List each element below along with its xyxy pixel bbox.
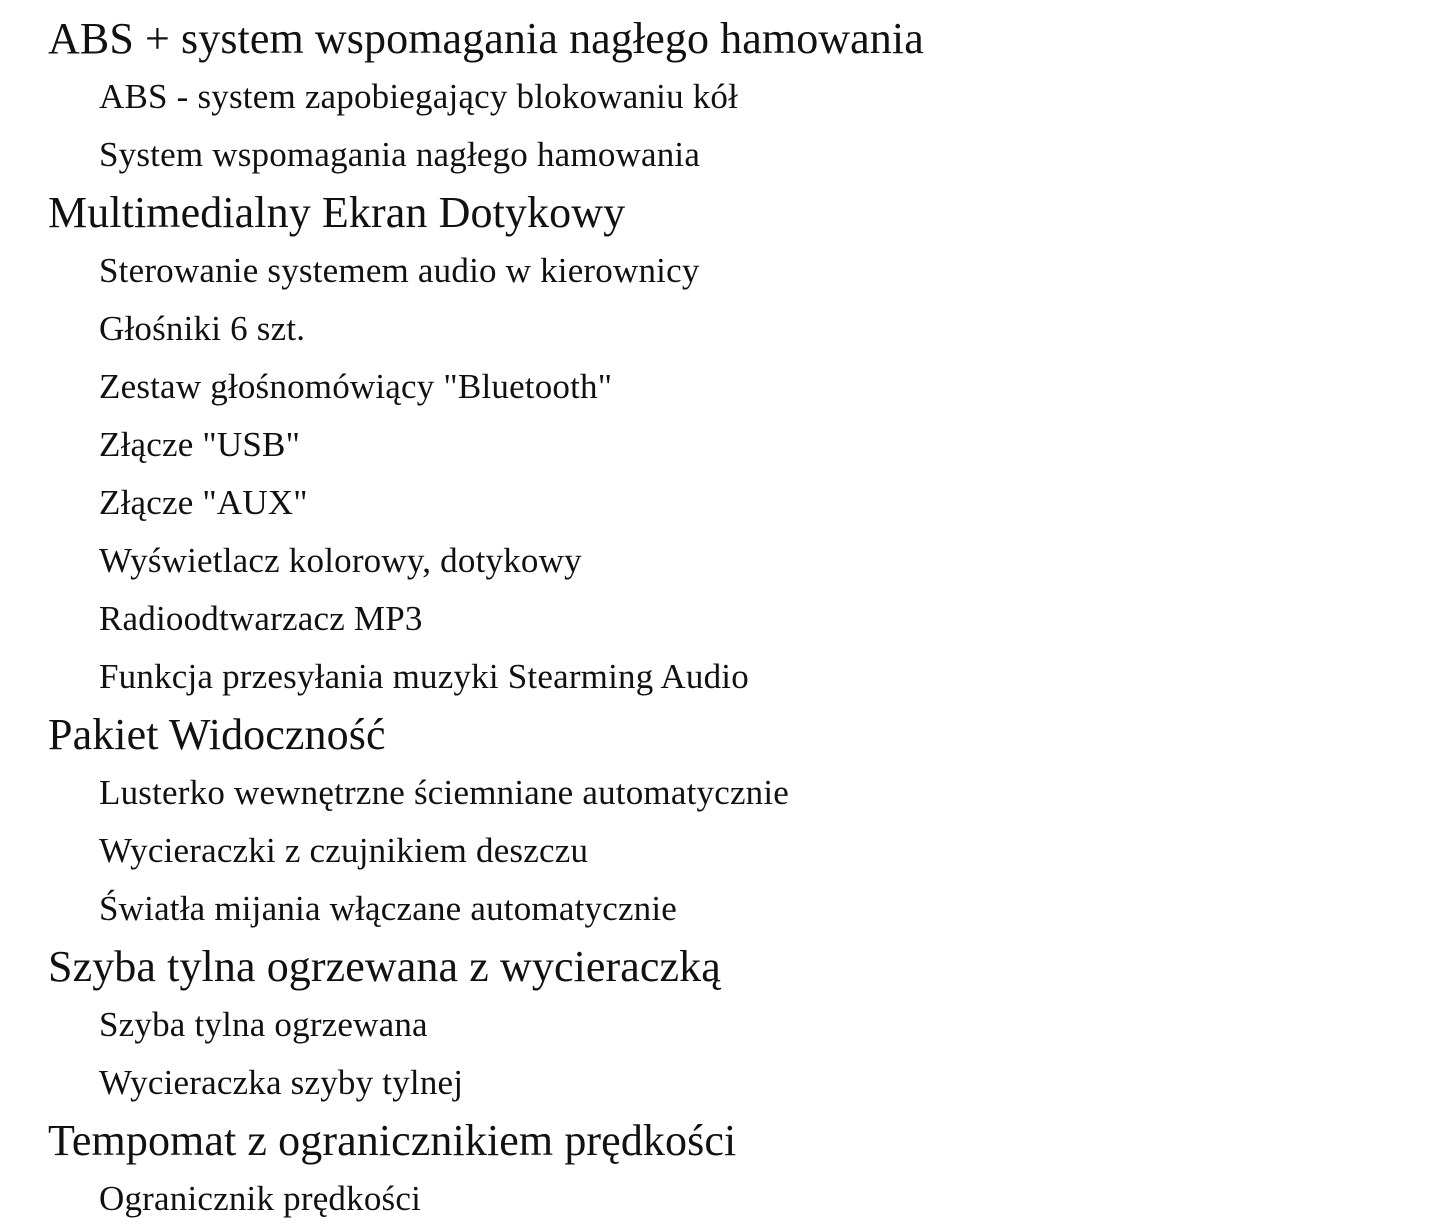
group-items (48, 242, 1248, 706)
feature-group (48, 938, 1248, 1112)
list-item: Złącze "AUX" (99, 483, 308, 522)
feature-group (48, 706, 1248, 938)
list-item: Lusterko wewnętrzne ściemniane automatycznie (99, 773, 790, 812)
group-items (48, 996, 1248, 1112)
list-item: Światła mijania włączane automatycznie (99, 889, 678, 928)
group-heading: Multimedialny Ekran Dotykowy (48, 188, 626, 237)
list-item: ABS - system zapobiegający blokowaniu kół (99, 77, 739, 116)
list-item: Ogranicznik prędkości (99, 1179, 422, 1218)
feature-group (48, 1112, 1248, 1228)
list-item: Wycieraczki z czujnikiem deszczu (99, 831, 589, 870)
list-item: Radioodtwarzacz MP3 (99, 599, 423, 638)
list-item: Sterowanie systemem audio w kierownicy (99, 251, 700, 290)
list-item: Funkcja przesyłania muzyki Stearming Audio (99, 657, 749, 696)
group-heading: ABS + system wspomagania nagłego hamowania (48, 14, 924, 63)
list-item: System wspomagania nagłego hamowania (99, 135, 701, 174)
group-heading: Tempomat z ogranicznikiem prędkości (48, 1116, 737, 1165)
group-items (48, 68, 1248, 184)
list-item: Głośniki 6 szt. (99, 309, 306, 348)
list-item: Zestaw głośnomówiący "Bluetooth" (99, 367, 613, 406)
list-item: Wyświetlacz kolorowy, dotykowy (99, 541, 582, 580)
group-heading: Szyba tylna ogrzewana z wycieraczką (48, 942, 721, 991)
list-item: Wycieraczka szyby tylnej (99, 1063, 464, 1102)
equipment-list (48, 10, 1248, 1228)
list-item: Złącze "USB" (99, 425, 301, 464)
group-items (48, 764, 1248, 938)
group-items (48, 1170, 1248, 1228)
feature-group (48, 10, 1248, 184)
list-item: Szyba tylna ogrzewana (99, 1005, 428, 1044)
group-heading: Pakiet Widoczność (48, 710, 386, 759)
feature-group (48, 184, 1248, 706)
